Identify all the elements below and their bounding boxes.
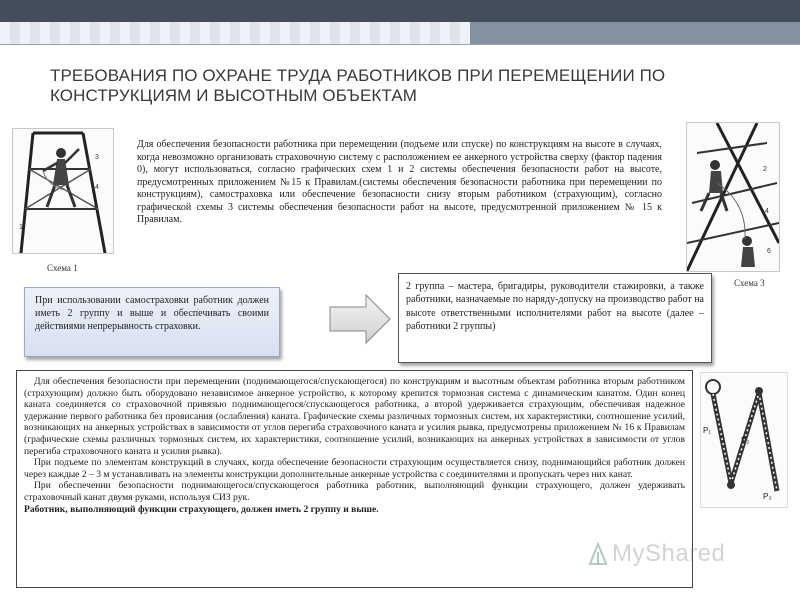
svg-text:3: 3 <box>95 154 99 161</box>
rope-label-p1: Р₁ <box>703 426 712 435</box>
watermark-logo-icon <box>588 542 608 566</box>
svg-text:1: 1 <box>19 224 23 231</box>
slide-title: ТРЕБОВАНИЯ ПО ОХРАНЕ ТРУДА РАБОТНИКОВ ПРИ ПЕРЕМЕЩЕНИИ ПО КОНСТРУКЦИЯМ И ВЫСОТНЫМ ОБЪЕКТАМ <box>50 66 666 105</box>
rope-label-p2: Р₂ <box>741 436 750 445</box>
header-stripe <box>0 22 800 44</box>
self-belay-note: При использовании самостраховки работник должен иметь 2 группу и выше и обеспечивать своими действиями непрерывность страховки. <box>24 287 280 357</box>
watermark-text: MyShared <box>612 540 726 567</box>
header-bar <box>0 0 800 22</box>
group2-definition-box: 2 группа – мастера, бригадиры, руководители стажировки, а также работники, назначаемые по наряду-допуску на производство работ на высоте ответственными исполнителями работ на высоте (далее – работники 2 группы) <box>398 273 712 363</box>
arrow-right-icon <box>328 293 392 345</box>
rope-zigzag-illustration <box>701 373 787 507</box>
scheme3-caption: Схема 3 <box>734 278 765 288</box>
worker-on-structure-illustration <box>13 129 113 253</box>
bottom-paragraph: При подъеме по элементам конструкций в случаях, когда обеспечение безопасности страхующим осуществляется снизу, поднимающийся работник должен через каждые 2 – 3 м устанавливать на элементы конструкции дополнительные анкерные устройства с соединителями и пропускать через них канат. <box>24 457 685 480</box>
intro-paragraph: Для обеспечения безопасности работника при перемещении (подъеме или спуске) по конструкциям на высоте в случаях, когда невозможно организовать страховочную систему с расположением ее анкерного устройства сверху (фактор падения 0), могут использоваться, согласно графических схем 1 и 2 системы обеспечения безопасности работ на высоте, предусмотренных приложением №15 к Правилам.(системы обеспечения безопасности работника при перемещении по конструкциям), самостраховка или обеспечение безопасности снизу вторым работником (страхующим), согласно графической схемы 3 системы обеспечения безопасности работ на высоте, предусмотренной приложением № 15 к Правилам. <box>137 139 662 225</box>
svg-text:6: 6 <box>767 248 771 255</box>
bottom-paragraph: Для обеспечения безопасности при перемещении (поднимающегося/спускающегося) по конструкциям и высотным объектам работника вторым работником (страхующим) должно быть оборудовано независимое анкерное устройство, к которому крепится тормозная система с динамическим канатом. Один конец каната соединяется со страховочной привязью поднимающегося/спускающегося работника, а второй удерживается страхующим, обеспечивая надежное удержание первого работника без провисания (ослабления) каната. Графические схемы различных тормозных систем, их характеристики, соотношение усилий, возникающих на анкерных устройствах в зависимости от углов перегиба страховочного каната и усилия рывка, предусмотрены приложением № 16 к Правилам (графические схемы различных тормозных систем, их характеристики, соотношение усилий, возникающих на анкерных устройствах в зависимости от углов перегиба страховочного каната и усилия рывка). <box>24 376 685 457</box>
header-divider <box>0 44 800 45</box>
svg-text:4: 4 <box>765 208 769 215</box>
scheme3-image <box>686 122 780 272</box>
belayed-climber-illustration <box>687 123 779 271</box>
header-stripe-accent <box>470 22 800 44</box>
bottom-bold-statement: Работник, выполняющий функции страхующего, должен иметь 2 группу и выше. <box>24 503 379 515</box>
svg-text:4: 4 <box>95 184 99 191</box>
svg-text:2: 2 <box>763 166 767 173</box>
scheme1-image <box>12 128 114 254</box>
bottom-paragraph: При обеспечении безопасности поднимающегося/спускающегося работника работник, выполняющий функции страхующего, должен удерживать страховочный канат двумя руками, используя СИЗ рук. <box>24 480 685 503</box>
rope-system-diagram <box>700 372 788 508</box>
scheme1-caption: Схема 1 <box>47 263 78 273</box>
rope-label-p3: Р₃ <box>763 492 772 501</box>
